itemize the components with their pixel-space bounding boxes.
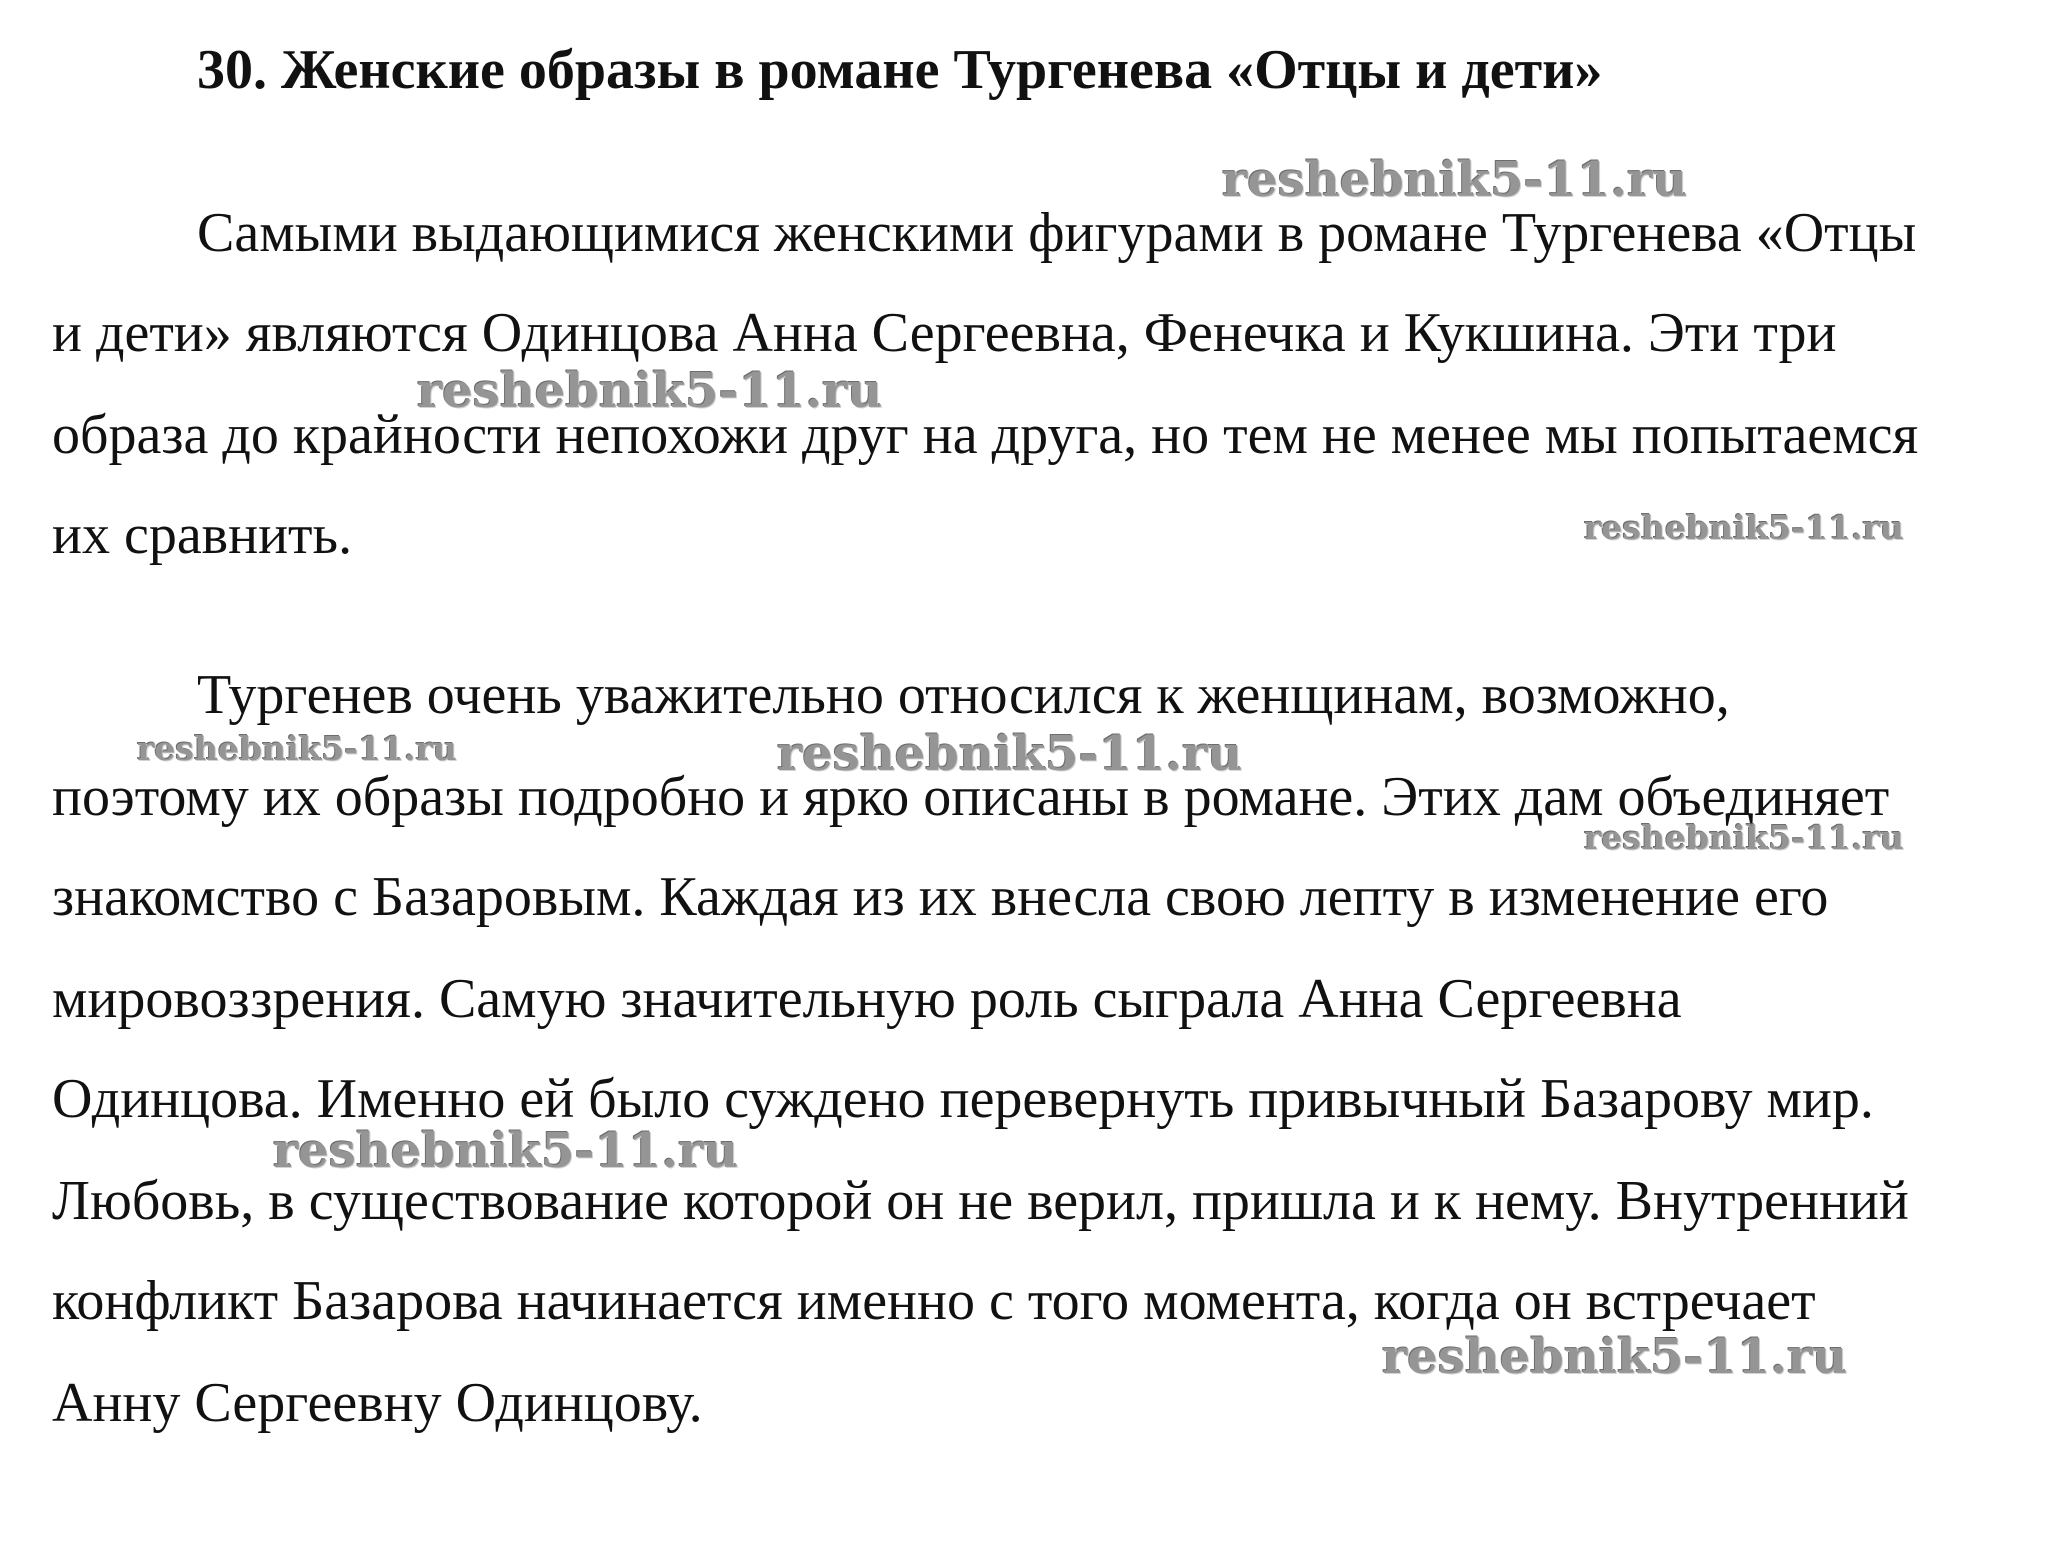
paragraph-2-line-2: поэтому их образы подробно и ярко описаны в романе. Этих дам объединяет: [52, 766, 1890, 828]
paragraph-2-line-5: Одинцова. Именно ей было суждено перевернуть привычный Базарову мир.: [52, 1068, 1874, 1130]
document-title: 30. Женские образы в романе Тургенева «Отцы и дети»: [197, 39, 1603, 101]
watermark: reshebnik5-11.ru: [777, 726, 1243, 782]
watermark: reshebnik5-11.ru: [1222, 152, 1688, 208]
watermark: reshebnik5-11.ru: [1584, 508, 1904, 547]
paragraph-1-line-3: образа до крайности непохожи друг на друга, но тем не менее мы попытаемся: [52, 404, 1919, 466]
paragraph-1-line-1: Самыми выдающимися женскими фигурами в романе Тургенева «Отцы: [197, 202, 1917, 264]
watermark: reshebnik5-11.ru: [1382, 1329, 1848, 1385]
watermark: reshebnik5-11.ru: [137, 729, 457, 768]
paragraph-1-line-4: их сравнить.: [52, 504, 353, 566]
paragraph-2-line-8: Анну Сергеевну Одинцову.: [52, 1372, 703, 1434]
watermark: reshebnik5-11.ru: [1584, 818, 1904, 857]
paragraph-2-line-4: мировоззрения. Самую значительную роль сыграла Анна Сергеевна: [52, 968, 1682, 1030]
watermark: reshebnik5-11.ru: [273, 1123, 739, 1179]
paragraph-2-line-6: Любовь, в существование которой он не верил, пришла и к нему. Внутренний: [52, 1170, 1909, 1232]
paragraph-2-line-3: знакомство с Базаровым. Каждая из их внесла свою лепту в изменение его: [52, 866, 1829, 928]
paragraph-2-line-1: Тургенев очень уважительно относился к женщинам, возможно,: [197, 664, 1730, 726]
paragraph-2-line-7: конфликт Базарова начинается именно с того момента, когда он встречает: [52, 1270, 1816, 1332]
watermark: reshebnik5-11.ru: [417, 363, 883, 419]
paragraph-1-line-2: и дети» являются Одинцова Анна Сергеевна, Фенечка и Кукшина. Эти три: [52, 302, 1837, 364]
